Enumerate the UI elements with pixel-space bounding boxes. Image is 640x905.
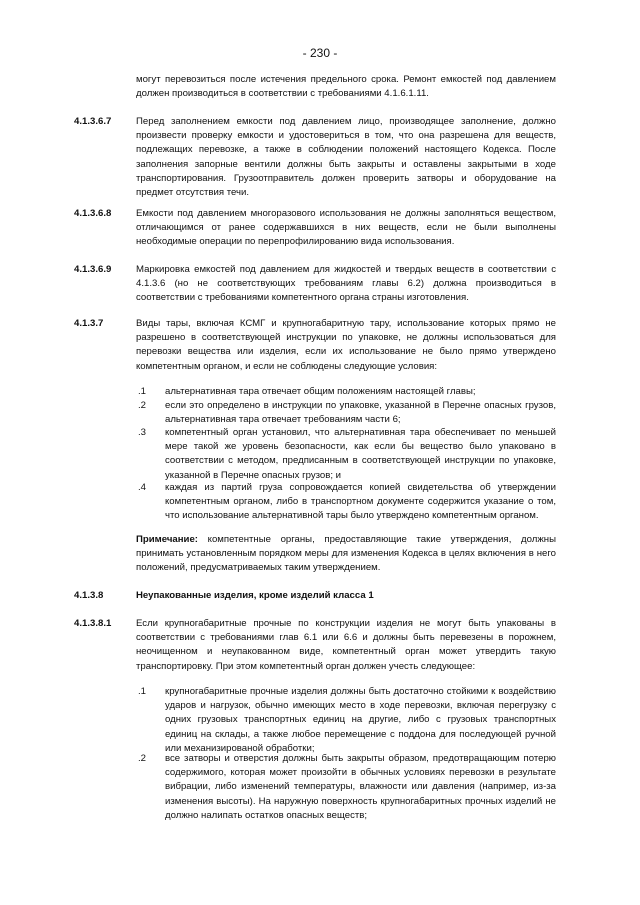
list-item-label: .1 (138, 686, 147, 697)
list-item-text: крупногабаритные прочные изделия должны быть достаточно стойкими к воздействию ударов и нагрузок, обычно имеющих место в ходе перевозки, включая перегрузку с одних грузовых транспортных единиц на другие, либо с грузовых транспортных единиц на склады, а также любое перемещение с поддона для последующей ручной или механизированой обработки; (165, 686, 556, 754)
section-text-4-1-3-6-9: Маркировка емкостей под давлением для жидкостей и твердых веществ в соответствии с 4.1.3.6 (но не соответствующих требованиям главы 6.2) должна производиться в соответствии с требованиями компетентного органа страны изготовления. (136, 264, 556, 304)
section-text-4-1-3-7: Виды тары, включая КСМГ и крупногабаритную тару, использование которых прямо не разрешено в соответствующей инструкции по упаковке, не должны использоваться для перевозки вещества или изделия, если их использование не было прямо утверждено компетентным органом, и если не соблюдены следующие условия: (136, 318, 556, 372)
note-text: компетентные органы, предоставляющие такие утверждения, должны принимать установленным порядком меры для изменения Кодекса в целях включения в него положений, предусматриваемых таким утверждением. (136, 534, 556, 574)
note-label: Примечание: (136, 534, 198, 545)
section-number-4-1-3-8-1: 4.1.3.8.1 (74, 618, 112, 629)
section-heading-4-1-3-8: Неупакованные изделия, кроме изделий класса 1 (136, 590, 374, 601)
list-item-label: .2 (138, 400, 147, 411)
list-item-label: .2 (138, 753, 147, 764)
note-paragraph (136, 533, 556, 576)
list-item-text: компетентный орган установил, что альтернативная тара обеспечивает по меньшей мере такой же уровень безопасности, как если бы вещество было упаковано в соответствии с методом, предписанным в соответствующей инструкции по упаковке, указанной в Перечне опасных грузов; и (165, 427, 556, 481)
section-text-4-1-3-8-1: Если крупногабаритные прочные по конструкции изделия не могут быть упакованы в соответствии с требованиями глав 6.1 или 6.6 и должны быть перевезены в порожнем, неочищенном и неупакованном виде, компетентный орган может утвердить такую транспортировку. При этом компетентный орган должен учесть следующее: (136, 618, 556, 672)
list-item-label: .4 (138, 482, 147, 493)
section-number-4-1-3-6-7: 4.1.3.6.7 (74, 116, 112, 127)
list-item-text: каждая из партий груза сопровождается копией свидетельства об утверждении компетентным органом, либо в транспортном документе содержится указание о том, что использование альтернативной тары было утверждено компетентным органом. (165, 482, 556, 522)
section-number-4-1-3-8: 4.1.3.8 (74, 590, 104, 601)
page-number: - 230 - (302, 46, 338, 60)
section-number-4-1-3-7: 4.1.3.7 (74, 318, 104, 329)
section-text-4-1-3-6-8: Емкости под давлением многоразового использования не должны заполняться веществом, отличающимся от ранее содержавшихся в них веществ, если не были выполнены необходимые операции по перепрофилированию вида использования. (136, 208, 556, 248)
list-item-label: .1 (138, 386, 147, 397)
list-item-text: все затворы и отверстия должны быть закрыты образом, предотвращающим потерю содержимого, которая может произойти в обычных условиях перевозки в результате вибрации, либо изменений температуры, влажности или давления (например, из-за изменения высоты). На наружную поверхность крупногабаритных прочных изделий не должно налипать остатков опасных веществ; (165, 753, 556, 821)
intro-paragraph: могут перевозиться после истечения предельного срока. Ремонт емкостей под давлением должен производиться в соответствии с требованиями 4.1.6.1.11. (136, 74, 556, 100)
section-number-4-1-3-6-9: 4.1.3.6.9 (74, 264, 112, 275)
section-number-4-1-3-6-8: 4.1.3.6.8 (74, 208, 112, 219)
list-item-text: если это определено в инструкции по упаковке, указанной в Перечне опасных грузов, альтернативная тара отвечает требованиям части 6; (165, 400, 556, 426)
list-item-label: .3 (138, 427, 147, 438)
list-item-text: альтернативная тара отвечает общим положениям настоящей главы; (165, 386, 476, 397)
section-text-4-1-3-6-7: Перед заполнением емкости под давлением лицо, производящее заполнение, должно произвести проверку емкости и удостовериться в том, что она разрешена для веществ, подлежащих перевозке, а также в соблюдении положений настоящего Кодекса. После заполнения запорные вентили должны быть закрыты и оставлены закрытыми в ходе транспортирования. Грузоотправитель должен проверить затворы и оборудование на предмет отсутствия течи. (136, 116, 556, 199)
